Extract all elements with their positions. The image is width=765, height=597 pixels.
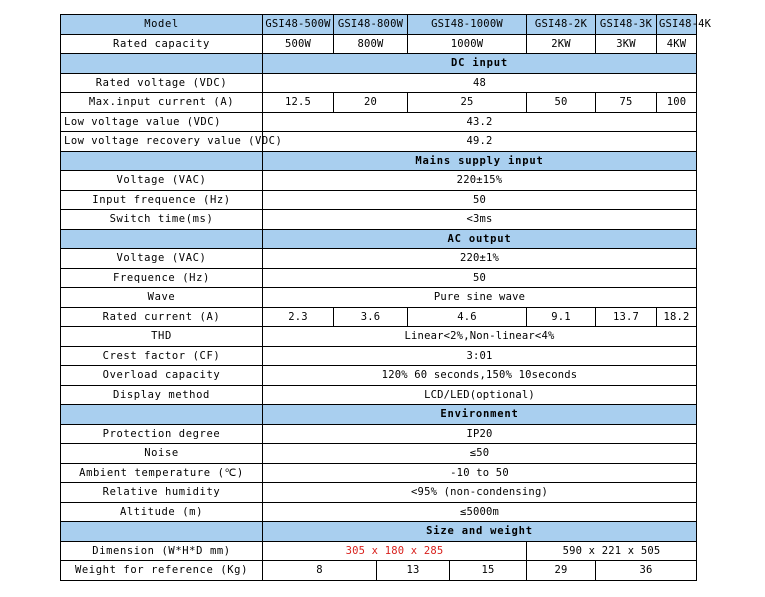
switch-time-row (61, 210, 697, 230)
row-label: Voltage (VAC) (61, 171, 263, 191)
section-row-size-and-weight (61, 522, 697, 542)
section-blank-cell (61, 229, 263, 249)
output-voltage-row (61, 249, 697, 269)
spec-table (60, 14, 712, 581)
section-blank-cell (61, 405, 263, 425)
cell-value: ≤50 (263, 444, 697, 464)
cell-value: 220±1% (263, 249, 697, 269)
section-title: AC output (263, 229, 697, 249)
cell-value: <95% (non-condensing) (263, 483, 697, 503)
cell-value: 25 (408, 93, 527, 113)
low-voltage-row (61, 112, 697, 132)
cell-value: 3:01 (263, 346, 697, 366)
relative-humidity-row (61, 483, 697, 503)
row-label: Rated current (A) (61, 307, 263, 327)
section-blank-cell (61, 522, 263, 542)
cell-value: 49.2 (263, 132, 697, 152)
row-label: Rated capacity (61, 34, 263, 54)
section-row-environment (61, 405, 697, 425)
overload-capacity-row (61, 366, 697, 386)
cell-value: 1000W (408, 34, 527, 54)
cell-value: 13 (377, 561, 450, 581)
cell-value: 2KW (527, 34, 596, 54)
altitude-row (61, 502, 697, 522)
row-label: Wave (61, 288, 263, 308)
protection-degree-row (61, 424, 697, 444)
cell-value: 800W (334, 34, 408, 54)
section-blank-cell (61, 54, 263, 74)
cell-value: 12.5 (263, 93, 334, 113)
cell-value: 2.3 (263, 307, 334, 327)
row-label: Overload capacity (61, 366, 263, 386)
row-label: Noise (61, 444, 263, 464)
rated-voltage-row (61, 73, 697, 93)
section-title: Environment (263, 405, 697, 425)
thd-row (61, 327, 697, 347)
max-input-current-row (61, 93, 697, 113)
cell-value: 4KW (657, 34, 697, 54)
row-label: Input frequence (Hz) (61, 190, 263, 210)
wave-row (61, 288, 697, 308)
dimension-row (61, 541, 697, 561)
cell-value: 36 (596, 561, 697, 581)
mains-voltage-row (61, 171, 697, 191)
row-label: Frequence (Hz) (61, 268, 263, 288)
model-label: Model (61, 15, 263, 35)
cell-value: 43.2 (263, 112, 697, 132)
model-name: GSI48-800W (334, 15, 408, 35)
cell-value: <3ms (263, 210, 697, 230)
model-name: GSI48-2K (527, 15, 596, 35)
rated-capacity-row (61, 34, 697, 54)
row-label: Display method (61, 385, 263, 405)
section-row-mains-supply-input (61, 151, 697, 171)
cell-value: 100 (657, 93, 697, 113)
cell-value: LCD/LED(optional) (263, 385, 697, 405)
row-label: Low voltage recovery value (VDC) (61, 132, 263, 152)
row-label: Altitude (m) (61, 502, 263, 522)
cell-value: 8 (263, 561, 377, 581)
section-title: DC input (263, 54, 697, 74)
model-name: GSI48-4K (657, 15, 697, 35)
cell-value: 3KW (596, 34, 657, 54)
low-voltage-recovery-row (61, 132, 697, 152)
cell-value: 500W (263, 34, 334, 54)
ambient-temperature-row (61, 463, 697, 483)
row-label: Voltage (VAC) (61, 249, 263, 269)
cell-value: Linear<2%,Non-linear<4% (263, 327, 697, 347)
cell-value: 50 (263, 268, 697, 288)
row-label: Low voltage value (VDC) (61, 112, 263, 132)
model-name: GSI48-1000W (408, 15, 527, 35)
cell-value: -10 to 50 (263, 463, 697, 483)
cell-value: 4.6 (408, 307, 527, 327)
row-label: Protection degree (61, 424, 263, 444)
cell-value: 48 (263, 73, 697, 93)
section-blank-cell (61, 151, 263, 171)
model-name: GSI48-3K (596, 15, 657, 35)
cell-value: 50 (263, 190, 697, 210)
dimension-large-models: 590 x 221 x 505 (527, 541, 697, 561)
cell-value: 9.1 (527, 307, 596, 327)
cell-value: 50 (527, 93, 596, 113)
cell-value: IP20 (263, 424, 697, 444)
row-label: Ambient temperature (℃) (61, 463, 263, 483)
model-header-row (61, 15, 697, 35)
cell-value: 29 (527, 561, 596, 581)
cell-value: 3.6 (334, 307, 408, 327)
noise-row (61, 444, 697, 464)
display-method-row (61, 385, 697, 405)
weight-row (61, 561, 697, 581)
cell-value: 15 (450, 561, 527, 581)
cell-value: 20 (334, 93, 408, 113)
crest-factor-row (61, 346, 697, 366)
cell-value: Pure sine wave (263, 288, 697, 308)
cell-value: 220±15% (263, 171, 697, 191)
dimension-small-models: 305 x 180 x 285 (263, 541, 527, 561)
cell-value: 120% 60 seconds,150% 10seconds (263, 366, 697, 386)
section-title: Mains supply input (263, 151, 697, 171)
row-label: Switch time(ms) (61, 210, 263, 230)
section-title: Size and weight (263, 522, 697, 542)
cell-value: 75 (596, 93, 657, 113)
rated-current-row (61, 307, 697, 327)
row-label: Rated voltage (VDC) (61, 73, 263, 93)
cell-value: ≤5000m (263, 502, 697, 522)
row-label: Relative humidity (61, 483, 263, 503)
row-label: Crest factor (CF) (61, 346, 263, 366)
row-label: Dimension (W*H*D mm) (61, 541, 263, 561)
cell-value: 18.2 (657, 307, 697, 327)
row-label: THD (61, 327, 263, 347)
output-frequence-row (61, 268, 697, 288)
row-label: Max.input current (A) (61, 93, 263, 113)
section-row-dc-input (61, 54, 697, 74)
model-name: GSI48-500W (263, 15, 334, 35)
section-row-ac-output (61, 229, 697, 249)
input-frequence-row (61, 190, 697, 210)
row-label: Weight for reference (Kg) (61, 561, 263, 581)
cell-value: 13.7 (596, 307, 657, 327)
